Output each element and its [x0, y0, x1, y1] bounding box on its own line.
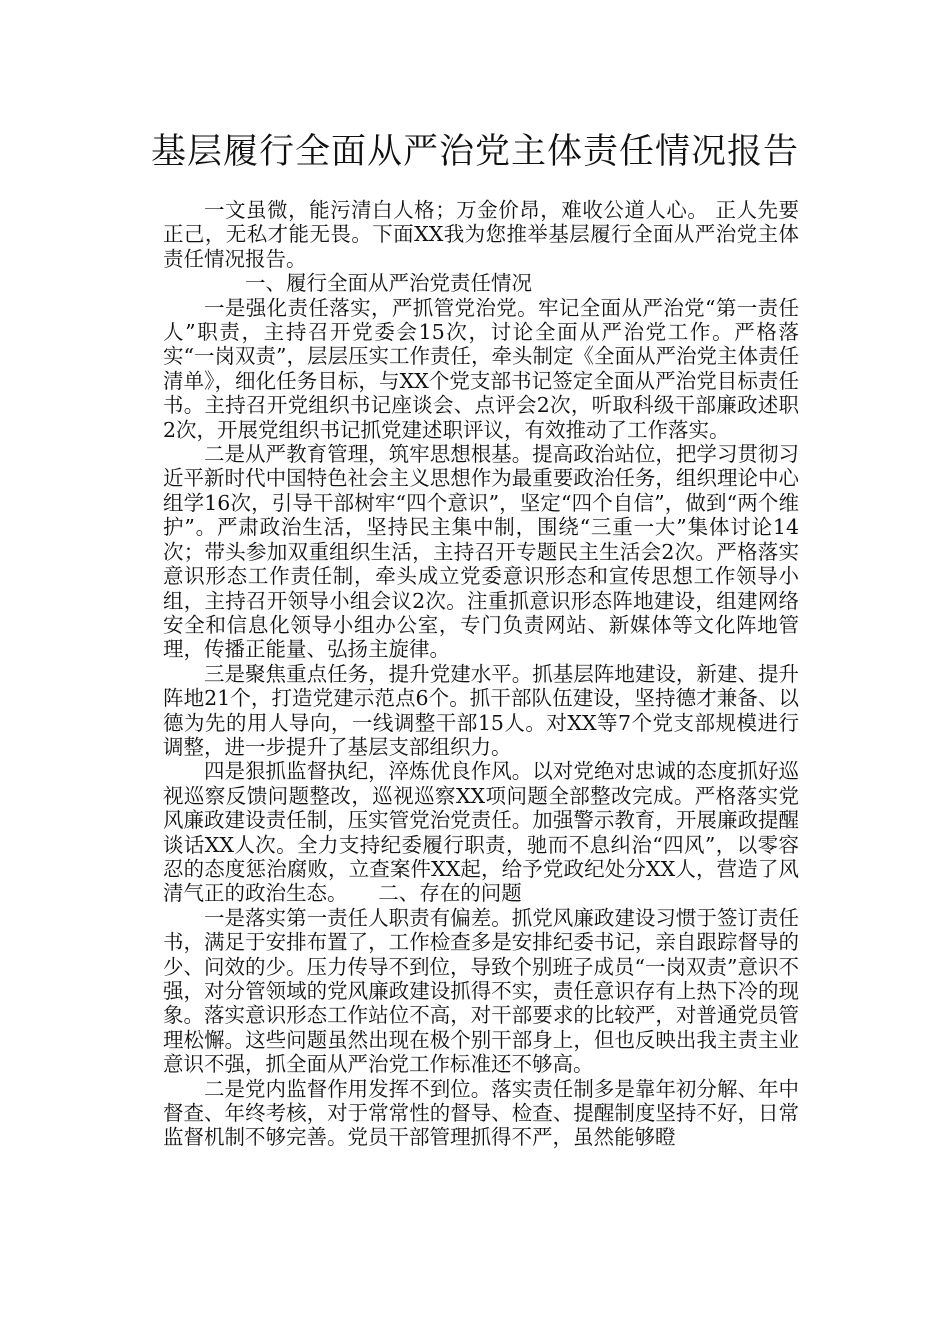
document-title: 基层履行全面从严治党主体责任情况报告: [150, 132, 799, 172]
body-paragraph: 一是强化责任落实，严抓管党治党。牢记全面从严治党“第一责任人”职责，主持召开党委会15次，讨论全面从严治党工作。严格落实“一岗双责”，层层压实工作责任，牵头制定《全面从严治党主体责任清单》，细化任务目标，与XX个党支部书记签定全面从严治党目标责任书。主持召开党组织书记座谈会、点评会2次，听取科级干部廉政述职2次，开展党组织书记抓党建述职评议，有效推动了工作落实。: [163, 295, 799, 442]
body-paragraph: 三是聚焦重点任务，提升党建水平。抓基层阵地建设，新建、提升阵地21个，打造党建示范点6个。抓干部队伍建设，坚持德才兼备、以德为先的用人导向，一线调整干部15人。对XX等7个党支部规模进行调整，进一步提升了基层支部组织力。: [163, 661, 799, 759]
document-body: [163, 198, 799, 1150]
body-paragraph: 四是狠抓监督执纪，淬炼优良作风。以对党绝对忠诚的态度抓好巡视巡察反馈问题整改，巡视巡察XX项问题全部整改完成。严格落实党风廉政建设责任制，压实管党治党责任。加强警示教育，开展廉政提醒谈话XX人次。全力支持纪委履行职责，驰而不息纠治“四风”，以零容忍的态度惩治腐败，立查案件XX起，给予党政纪处分XX人，营造了风清气正的政治生态。 二、存在的问题: [163, 759, 799, 906]
body-paragraph: 二是从严教育管理，筑牢思想根基。提高政治站位，把学习贯彻习近平新时代中国特色社会主义思想作为最重要政治任务，组织理论中心组学16次，引导干部树牢“四个意识”，坚定“四个自信”，做到“两个维护”。严肃政治生活，坚持民主集中制，围绕“三重一大”集体讨论14次；带头参加双重组织生活，主持召开专题民主生活会2次。严格落实意识形态工作责任制，牵头成立党委意识形态和宣传思想工作领导小组，主持召开领导小组会议2次。注重抓意识形态阵地建设，组建网络安全和信息化领导小组办公室，专门负责网站、新媒体等文化阵地管理，传播正能量、弘扬主旋律。: [163, 442, 799, 662]
body-paragraph: 一文虽微，能污清白人格；万金价昂，难收公道人心。 正人先要正己，无私才能无畏。下面XX我为您推举基层履行全面从严治党主体责任情况报告。: [163, 198, 799, 271]
section-heading: 一、履行全面从严治党责任情况: [245, 271, 532, 296]
body-paragraph: 一是落实第一责任人职责有偏差。抓党风廉政建设习惯于签订责任书，满足于安排布置了，工作检查多是安排纪委书记，亲自跟踪督导的少、问效的少。压力传导不到位，导致个别班子成员“一岗双责”意识不强，对分管领域的党风廉政建设抓得不实，责任意识存有上热下冷的现象。落实意识形态工作站位不高，对干部要求的比较严，对普通党员管理松懈。这些问题虽然出现在极个别干部身上，但也反映出我主责主业意识不强，抓全面从严治党工作标准还不够高。: [163, 905, 799, 1077]
body-paragraph: 二是党内监督作用发挥不到位。落实责任制多是靠年初分解、年中督查、年终考核，对于常常性的督导、检查、提醒制度坚持不好，日常监督机制不够完善。党员干部管理抓得不严，虽然能够瞪: [163, 1076, 799, 1150]
